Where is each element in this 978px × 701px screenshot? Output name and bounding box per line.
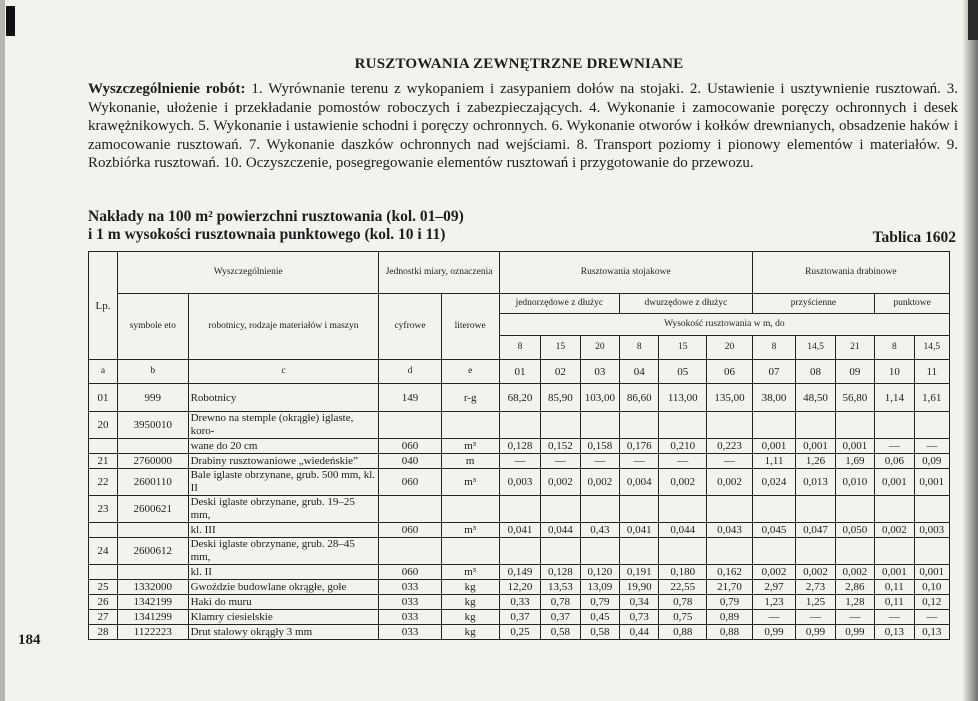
inputs-heading <box>88 208 464 244</box>
row-lp <box>89 565 118 580</box>
punktowe-header: punktowe <box>875 294 950 314</box>
row-value: 12,20 <box>499 580 540 595</box>
row-value: 19,90 <box>620 580 659 595</box>
row-cyfrowe: 033 <box>379 610 441 625</box>
row-name: Bale iglaste obrzynane, grub. 500 mm, kl. II <box>188 469 379 496</box>
cyfrowe-header: cyfrowe <box>379 294 441 360</box>
row-literowe: kg <box>441 610 499 625</box>
row-lp: 22 <box>89 469 118 496</box>
row-value: 0,88 <box>659 625 707 640</box>
row-value: 48,50 <box>796 384 835 412</box>
row-value: 0,001 <box>914 469 949 496</box>
row-value: 0,002 <box>875 523 914 538</box>
row-value: — <box>875 610 914 625</box>
row-value: 0,06 <box>875 454 914 469</box>
row-value: 1,11 <box>752 454 796 469</box>
row-value: — <box>796 610 835 625</box>
row-literowe: m <box>441 454 499 469</box>
material-row <box>89 523 950 538</box>
row-value: 135,00 <box>707 384 753 412</box>
row-symbol: 1332000 <box>118 580 189 595</box>
row-value: 0,158 <box>580 439 619 454</box>
row-value: 0,002 <box>752 565 796 580</box>
col-number: 09 <box>835 360 874 384</box>
row-value: 0,11 <box>875 595 914 610</box>
drabinowe-header: Rusztowania drabinowe <box>752 252 949 294</box>
row-value: 0,013 <box>796 469 835 496</box>
row-literowe: m³ <box>441 439 499 454</box>
row-value: 0,001 <box>914 565 949 580</box>
row-value <box>752 496 796 523</box>
row-value: 0,37 <box>499 610 540 625</box>
dwurzedowe-header: dwurzędowe z dłużyc <box>620 294 753 314</box>
inputs-heading-line2: i 1 m wysokości rusztownaia punktowego (kol. 10 i 11) <box>88 226 446 243</box>
units-header: Jednostki miary, oznaczenia <box>379 252 499 294</box>
row-value: 68,20 <box>499 384 540 412</box>
col-letter: a <box>89 360 118 384</box>
col-number: 11 <box>914 360 949 384</box>
row-name: Robotnicy <box>188 384 379 412</box>
col-letter: d <box>379 360 441 384</box>
row-value <box>541 496 580 523</box>
row-value: 0,223 <box>707 439 753 454</box>
row-literowe <box>441 496 499 523</box>
row-value: 113,00 <box>659 384 707 412</box>
page-corner-flag <box>968 0 978 40</box>
row-value: 0,001 <box>835 439 874 454</box>
row-value: 0,75 <box>659 610 707 625</box>
row-value: 0,99 <box>752 625 796 640</box>
row-value: — <box>875 439 914 454</box>
row-value: 0,09 <box>914 454 949 469</box>
row-value: 0,002 <box>659 469 707 496</box>
height-header: Wysokość rusztowania w m, do <box>499 314 949 336</box>
row-value: 103,00 <box>580 384 619 412</box>
material-row <box>89 496 950 523</box>
row-lp <box>89 523 118 538</box>
row-value <box>499 496 540 523</box>
row-value: 1,69 <box>835 454 874 469</box>
row-value <box>875 412 914 439</box>
row-value: 1,26 <box>796 454 835 469</box>
works-description <box>88 80 958 173</box>
material-row <box>89 469 950 496</box>
height-cell: 21 <box>835 336 874 360</box>
material-row <box>89 580 950 595</box>
row-cyfrowe: 060 <box>379 523 441 538</box>
row-value: 0,001 <box>796 439 835 454</box>
col-number: 02 <box>541 360 580 384</box>
row-lp: 23 <box>89 496 118 523</box>
height-cell: 8 <box>875 336 914 360</box>
height-cell: 14,5 <box>796 336 835 360</box>
row-literowe <box>441 538 499 565</box>
material-row <box>89 595 950 610</box>
row-value: 0,58 <box>541 625 580 640</box>
row-value: 0,12 <box>914 595 949 610</box>
row-value: 0,001 <box>875 469 914 496</box>
row-value: 0,044 <box>541 523 580 538</box>
row-value: 0,050 <box>835 523 874 538</box>
row-value: — <box>835 610 874 625</box>
row-literowe: kg <box>441 595 499 610</box>
row-value <box>541 538 580 565</box>
col-letter: b <box>118 360 189 384</box>
col-number: 07 <box>752 360 796 384</box>
page-left-edge <box>0 0 5 701</box>
row-symbol: 2600621 <box>118 496 189 523</box>
row-name: Gwoździe budowlane okrągłe, gołe <box>188 580 379 595</box>
row-value: 0,89 <box>707 610 753 625</box>
row-value: 0,162 <box>707 565 753 580</box>
row-lp: 26 <box>89 595 118 610</box>
row-value: 0,79 <box>580 595 619 610</box>
row-value <box>659 412 707 439</box>
row-value: 0,45 <box>580 610 619 625</box>
row-cyfrowe <box>379 496 441 523</box>
row-value <box>659 538 707 565</box>
row-value: 0,010 <box>835 469 874 496</box>
row-value: — <box>914 439 949 454</box>
row-value: 0,044 <box>659 523 707 538</box>
row-cyfrowe: 149 <box>379 384 441 412</box>
row-value: 2,86 <box>835 580 874 595</box>
row-value <box>914 538 949 565</box>
row-name: Deski iglaste obrzynane, grub. 28–45 mm, <box>188 538 379 565</box>
row-lp: 25 <box>89 580 118 595</box>
row-value <box>580 412 619 439</box>
symbole-header: symbole eto <box>118 294 189 360</box>
row-symbol: 1341299 <box>118 610 189 625</box>
row-cyfrowe <box>379 538 441 565</box>
row-value: 38,00 <box>752 384 796 412</box>
height-cell: 14,5 <box>914 336 949 360</box>
row-value: 1,14 <box>875 384 914 412</box>
row-value <box>752 538 796 565</box>
row-symbol: 2600110 <box>118 469 189 496</box>
page-title: RUSZTOWANIA ZEWNĘTRZNE DREWNIANE <box>354 56 684 72</box>
row-value <box>796 496 835 523</box>
row-value: 0,002 <box>796 565 835 580</box>
row-value: 0,88 <box>707 625 753 640</box>
row-value: — <box>580 454 619 469</box>
row-value: 0,99 <box>796 625 835 640</box>
row-value: 0,13 <box>914 625 949 640</box>
jednorzedowe-header: jednorzędowe z dłużyc <box>499 294 619 314</box>
row-literowe: kg <box>441 625 499 640</box>
row-value: 0,25 <box>499 625 540 640</box>
row-symbol: 1122223 <box>118 625 189 640</box>
row-value: 2,73 <box>796 580 835 595</box>
row-name: Drabiny rusztowaniowe „wiedeńskie” <box>188 454 379 469</box>
description-lead: Wyszczególnienie robót: <box>88 81 246 97</box>
height-cell: 20 <box>707 336 753 360</box>
row-value: — <box>752 610 796 625</box>
col-number: 01 <box>499 360 540 384</box>
row-value: 0,003 <box>499 469 540 496</box>
height-cell: 15 <box>659 336 707 360</box>
row-value: — <box>659 454 707 469</box>
row-value: — <box>541 454 580 469</box>
row-value: 0,002 <box>835 565 874 580</box>
row-value: 0,58 <box>580 625 619 640</box>
row-value: 0,045 <box>752 523 796 538</box>
row-cyfrowe: 033 <box>379 580 441 595</box>
row-value <box>620 496 659 523</box>
row-value: 21,70 <box>707 580 753 595</box>
row-value: 22,55 <box>659 580 707 595</box>
col-number: 03 <box>580 360 619 384</box>
page-number: 184 <box>18 632 41 648</box>
col-letter: e <box>441 360 499 384</box>
materials-body <box>89 412 950 640</box>
row-symbol: 3950010 <box>118 412 189 439</box>
row-value: 0,34 <box>620 595 659 610</box>
row-value: 0,004 <box>620 469 659 496</box>
stojakowe-header: Rusztowania stojakowe <box>499 252 752 294</box>
row-value: 0,210 <box>659 439 707 454</box>
row-value <box>707 412 753 439</box>
row-value <box>796 412 835 439</box>
row-name: Drewno na stemple (okrągłe) iglaste, koro- <box>188 412 379 439</box>
row-literowe: m³ <box>441 469 499 496</box>
row-value <box>752 412 796 439</box>
row-value: 0,78 <box>659 595 707 610</box>
row-literowe: m³ <box>441 523 499 538</box>
row-value: 2,97 <box>752 580 796 595</box>
row-value: 0,041 <box>620 523 659 538</box>
row-value: 0,13 <box>875 625 914 640</box>
row-lp: 01 <box>89 384 118 412</box>
row-value: 86,60 <box>620 384 659 412</box>
wyszczegolnienie-header: Wyszczególnienie <box>118 252 379 294</box>
row-value <box>541 412 580 439</box>
material-row <box>89 538 950 565</box>
row-value: — <box>499 454 540 469</box>
row-value <box>835 538 874 565</box>
row-symbol: 2760000 <box>118 454 189 469</box>
material-row <box>89 454 950 469</box>
row-name: Deski iglaste obrzynane, grub. 19–25 mm, <box>188 496 379 523</box>
page-right-shadow <box>962 0 978 701</box>
row-value: 13,09 <box>580 580 619 595</box>
row-value: 1,61 <box>914 384 949 412</box>
row-value: 0,128 <box>541 565 580 580</box>
row-value: 0,11 <box>875 580 914 595</box>
row-lp: 27 <box>89 610 118 625</box>
row-symbol <box>118 523 189 538</box>
row-value: 0,44 <box>620 625 659 640</box>
corner-mark <box>6 6 15 36</box>
row-value: 0,128 <box>499 439 540 454</box>
row-value: 0,73 <box>620 610 659 625</box>
row-value: 0,047 <box>796 523 835 538</box>
row-lp: 24 <box>89 538 118 565</box>
row-value <box>707 496 753 523</box>
material-row <box>89 625 950 640</box>
col-number: 04 <box>620 360 659 384</box>
row-symbol <box>118 439 189 454</box>
row-value: 0,152 <box>541 439 580 454</box>
row-value <box>914 412 949 439</box>
row-literowe: m³ <box>441 565 499 580</box>
norms-table <box>88 251 950 640</box>
material-row <box>89 610 950 625</box>
row-symbol: 1342199 <box>118 595 189 610</box>
przyscienne-header: przyścienne <box>752 294 874 314</box>
row-value: — <box>620 454 659 469</box>
row-value: 0,001 <box>752 439 796 454</box>
row-value <box>620 538 659 565</box>
row-value <box>835 496 874 523</box>
row-value: 0,78 <box>541 595 580 610</box>
row-name: wane do 20 cm <box>188 439 379 454</box>
row-name: Drut stalowy okrągły 3 mm <box>188 625 379 640</box>
literowe-header: literowe <box>441 294 499 360</box>
material-row <box>89 565 950 580</box>
row-value: — <box>707 454 753 469</box>
col-letter: c <box>188 360 379 384</box>
rodzaje-header: robotnicy, rodzaje materiałów i maszyn <box>188 294 379 360</box>
row-value <box>796 538 835 565</box>
row-value <box>580 496 619 523</box>
row-value <box>499 412 540 439</box>
row-value: 0,043 <box>707 523 753 538</box>
row-value: 0,10 <box>914 580 949 595</box>
inputs-heading-line1: Nakłady na 100 m² powierzchni rusztowania (kol. 01–09) <box>88 208 464 225</box>
row-cyfrowe: 060 <box>379 439 441 454</box>
row-value: 0,176 <box>620 439 659 454</box>
row-value: 0,33 <box>499 595 540 610</box>
row-name: kl. III <box>188 523 379 538</box>
row-name: Haki do muru <box>188 595 379 610</box>
row-value: 0,002 <box>541 469 580 496</box>
description-text: 1. Wyrównanie terenu z wykopaniem i zasypaniem dołów na stojaki. 2. Ustawienie i usztywnienie rusztowań. 3. Wykonanie, ułożenie i przekładanie pomostów roboczych i zabezpieczających. 4. Wykonanie i zamocowanie poręczy ochronnych i desek krawężnikowych. 5. Wykonanie i ustawienie schodni i poręczy ochronnych. 6. Wykonanie otworów i kołków drewnianych, obsadzenie haków i zamocowanie rusztowań. 7. Wykonanie daszków ochronnych nad wejściami. 8. Transport poziomy i pionowy elementów i materiałów. 9. Rozbiórka rusztowań. 10. Oczyszczenie, posegregowanie elementów rusztowań i przygotowanie do przewozu. <box>88 81 958 171</box>
row-value: 0,002 <box>707 469 753 496</box>
row-value: 1,23 <box>752 595 796 610</box>
row-cyfrowe: 033 <box>379 595 441 610</box>
row-lp: 28 <box>89 625 118 640</box>
row-symbol: 999 <box>118 384 189 412</box>
row-value <box>707 538 753 565</box>
row-value: 85,90 <box>541 384 580 412</box>
row-cyfrowe: 060 <box>379 565 441 580</box>
lp-header: Lp. <box>89 252 118 360</box>
row-value: 0,99 <box>835 625 874 640</box>
height-cell: 8 <box>499 336 540 360</box>
row-value <box>659 496 707 523</box>
robotnicy-row <box>89 384 950 412</box>
row-literowe <box>441 412 499 439</box>
row-value: 0,041 <box>499 523 540 538</box>
row-value: 0,180 <box>659 565 707 580</box>
col-number: 06 <box>707 360 753 384</box>
row-value <box>875 496 914 523</box>
row-value <box>875 538 914 565</box>
material-row <box>89 439 950 454</box>
row-value: 0,002 <box>580 469 619 496</box>
row-value: — <box>914 610 949 625</box>
row-value: 0,024 <box>752 469 796 496</box>
row-value: 0,003 <box>914 523 949 538</box>
row-value: 0,37 <box>541 610 580 625</box>
row-value <box>620 412 659 439</box>
row-value <box>499 538 540 565</box>
row-value: 56,80 <box>835 384 874 412</box>
row-cyfrowe: 040 <box>379 454 441 469</box>
height-cell: 8 <box>620 336 659 360</box>
row-lp <box>89 439 118 454</box>
col-number: 10 <box>875 360 914 384</box>
row-literowe: kg <box>441 580 499 595</box>
row-cyfrowe: 033 <box>379 625 441 640</box>
row-value <box>835 412 874 439</box>
row-value: 13,53 <box>541 580 580 595</box>
row-cyfrowe: 060 <box>379 469 441 496</box>
row-value: 1,28 <box>835 595 874 610</box>
row-symbol: 2600612 <box>118 538 189 565</box>
row-value: 0,191 <box>620 565 659 580</box>
col-number: 08 <box>796 360 835 384</box>
row-value: 0,001 <box>875 565 914 580</box>
row-cyfrowe <box>379 412 441 439</box>
table-number: Tablica 1602 <box>872 229 956 246</box>
row-lp: 21 <box>89 454 118 469</box>
row-value: 0,43 <box>580 523 619 538</box>
row-literowe: r-g <box>441 384 499 412</box>
row-lp: 20 <box>89 412 118 439</box>
row-value: 0,149 <box>499 565 540 580</box>
row-symbol <box>118 565 189 580</box>
row-name: kl. II <box>188 565 379 580</box>
row-value: 1,25 <box>796 595 835 610</box>
col-number: 05 <box>659 360 707 384</box>
row-value <box>580 538 619 565</box>
material-row <box>89 412 950 439</box>
height-cell: 8 <box>752 336 796 360</box>
height-cell: 15 <box>541 336 580 360</box>
row-value: 0,79 <box>707 595 753 610</box>
height-cell: 20 <box>580 336 619 360</box>
row-name: Klamry ciesielskie <box>188 610 379 625</box>
row-value <box>914 496 949 523</box>
row-value: 0,120 <box>580 565 619 580</box>
